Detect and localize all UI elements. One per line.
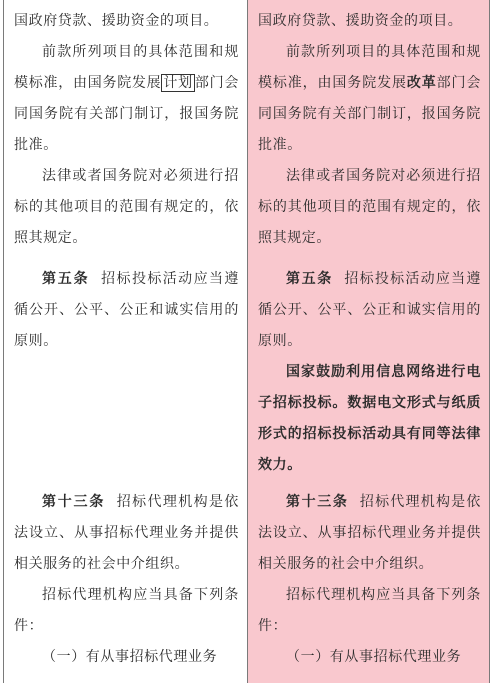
paragraph: 国政府贷款、援助资金的项目。 (14, 13, 219, 29)
new-text-cell (248, 0, 489, 258)
paragraph: （一）有从事招标代理业务 (286, 649, 462, 665)
paragraph: 第五条 招标投标活动应当遵循公开、公平、公正和诚实信用的原则。 (258, 271, 481, 349)
paragraph: 招标代理机构应当具备下列条件： (258, 587, 481, 634)
paragraph: 第十三条 招标代理机构是依法设立、从事招标代理业务并提供相关服务的社会中介组织。 (14, 494, 239, 572)
paragraph: 前款所列项目的具体范围和规模标准，由国务院发展 计划 部门会同国务院有关部门制订，报国务院批准。 (14, 44, 239, 153)
paragraph: 法律或者国务院对必须进行招标的其他项目的范围有规定的，依照其规定。 (258, 168, 481, 246)
table-row (4, 481, 489, 683)
paragraph: （一）有从事招标代理业务 (42, 649, 218, 665)
paragraph: 法律或者国务院对必须进行招标的其他项目的范围有规定的，依照其规定。 (14, 168, 239, 246)
paragraph: 国政府贷款、援助资金的项目。 (258, 13, 463, 29)
old-text-cell (4, 258, 247, 481)
boxed-term: 计划 (163, 75, 193, 91)
article-number: 第五条 (286, 271, 333, 287)
old-text-cell (4, 481, 247, 683)
table-row (4, 0, 489, 258)
paragraph: 前款所列项目的具体范围和规模标准，由国务院发展改革部门会同国务院有关部门制订，报国务院批准。 (258, 44, 482, 153)
article-number: 第十三条 (42, 494, 106, 510)
article-number: 第五条 (42, 271, 90, 287)
paragraph: 招标代理机构应当具备下列条件： (14, 587, 239, 634)
old-text-cell (4, 0, 247, 258)
paragraph: 第十三条 招标代理机构是依法设立、从事招标代理业务并提供相关服务的社会中介组织。 (258, 494, 481, 572)
added-paragraph: 国家鼓励利用信息网络进行电子招标投标。数据电文形式与纸质形式的招标投标活动具有同等法律效力。 (258, 364, 481, 473)
comparison-table (3, 0, 490, 683)
new-text-cell (248, 481, 489, 683)
article-number: 第十三条 (286, 494, 349, 510)
paragraph: 第五条 招标投标活动应当遵循公开、公平、公正和诚实信用的原则。 (14, 271, 239, 349)
changed-term: 改革 (406, 75, 437, 91)
table-row (4, 258, 489, 481)
new-text-cell (248, 258, 489, 481)
